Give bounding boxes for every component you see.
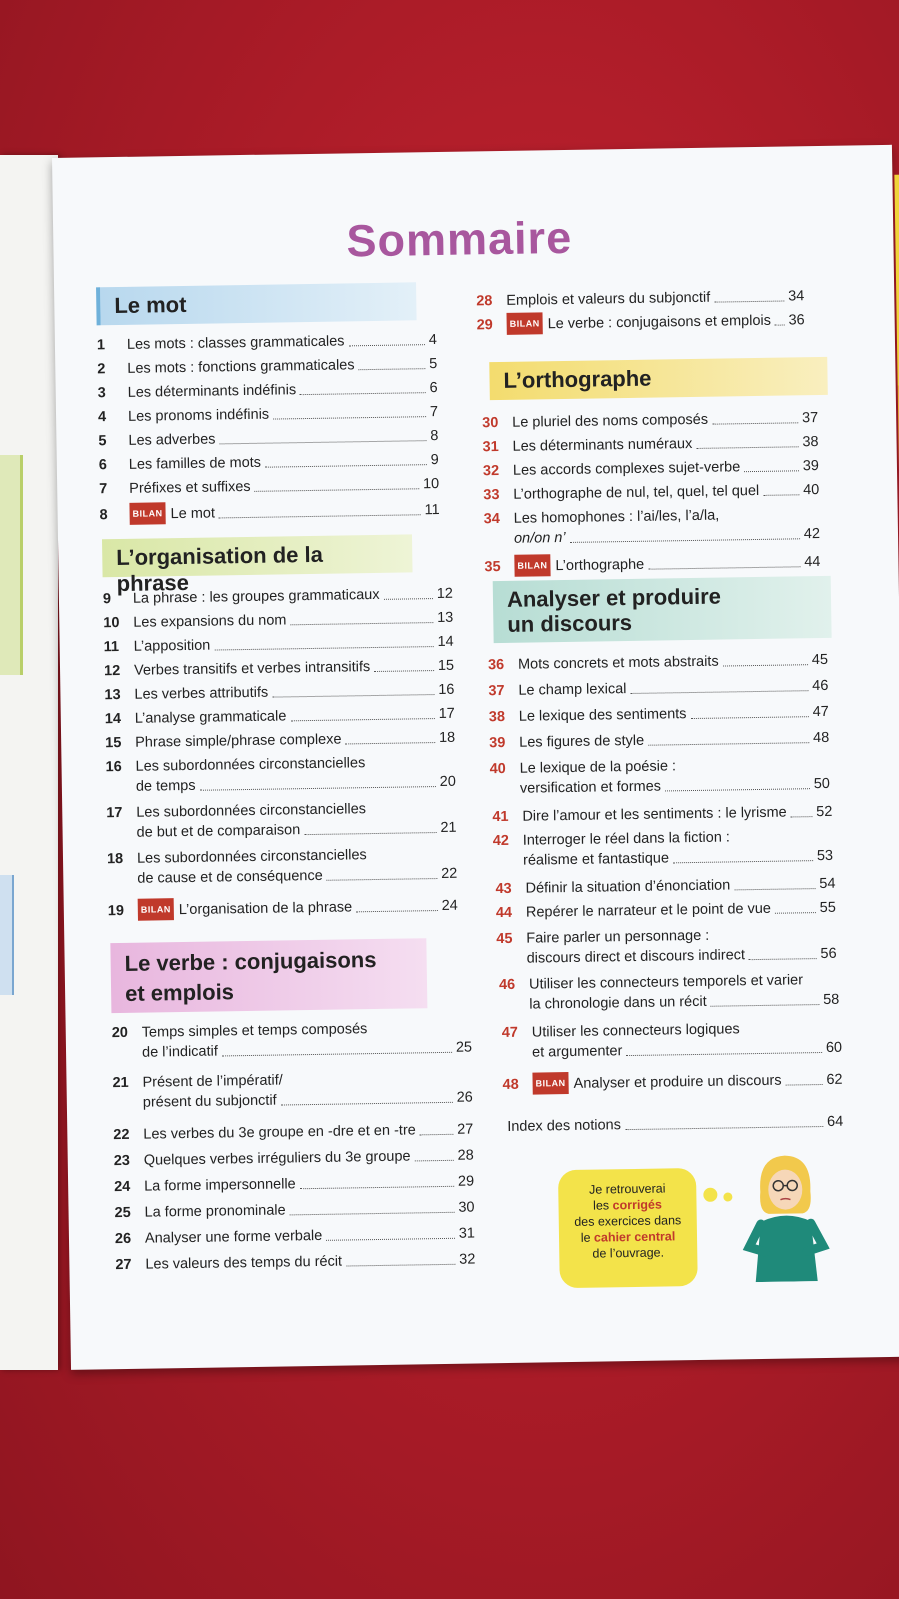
toc-entry-17[interactable]: 17 Les subordonnées circonstancielles de but et de comparaison 21 xyxy=(106,801,457,841)
toc-entry-31[interactable]: 31 Les déterminants numéraux 38 xyxy=(482,433,819,456)
toc-entry-7[interactable]: 7 Préfixes et suffixes 10 xyxy=(99,475,440,498)
toc-entry-45[interactable]: 45 Faire parler un personnage : discours direct et discours indirect 56 xyxy=(496,927,837,967)
toc-entry-35[interactable]: 35 BILAN L’orthographe 44 xyxy=(484,553,821,576)
page-color-edge xyxy=(894,175,899,1345)
section-le-verbe: Le verbe : conjugaisons et emplois xyxy=(110,938,427,1013)
toc-entry-30[interactable]: 30 Le pluriel des noms composés 37 xyxy=(482,409,819,432)
toc-entry-11[interactable]: 11 L’apposition 14 xyxy=(103,633,454,656)
sommaire-page xyxy=(52,145,899,1370)
toc-entry-34[interactable]: 34 Les homophones : l’ai/les, l’a/la, on/on n’ 42 xyxy=(483,507,821,547)
toc-entry-46[interactable]: 46 Utiliser les connecteurs temporels et varier la chronologie dans un récit 58 xyxy=(498,972,840,1013)
toc-entry-1[interactable]: 1 Les mots : classes grammaticales 4 xyxy=(96,331,438,354)
bilan-badge: BILAN xyxy=(532,1072,568,1095)
bilan-badge: BILAN xyxy=(129,502,165,525)
left-page-tab-blue xyxy=(0,875,14,995)
section-organisation-phrase: L’organisation de la phrase xyxy=(102,534,413,577)
toc-entry-41[interactable]: 41 Dire l’amour et les sentiments : le lyrisme 52 xyxy=(492,803,833,826)
toc-entry-40[interactable]: 40 Le lexique de la poésie : versification et formes 50 xyxy=(489,758,831,797)
toc-entry-22[interactable]: 22 Les verbes du 3e groupe en -dre et en -tre 27 xyxy=(113,1121,474,1144)
toc-entry-47[interactable]: 47 Utiliser les connecteurs logiques et argumenter 60 xyxy=(501,1021,843,1061)
bilan-badge: BILAN xyxy=(138,898,174,921)
toc-entry-26[interactable]: 26 Analyser une forme verbale 31 xyxy=(114,1225,476,1248)
section-analyser-discours: Analyser et produire un discours xyxy=(493,576,832,643)
section-orthographe: L’orthographe xyxy=(489,357,828,400)
speech-bubble: Je retrouverai les corrigés des exercices dans le cahier central de l’ouvrage. xyxy=(558,1168,698,1288)
character-illustration xyxy=(740,1151,832,1282)
toc-entry-15[interactable]: 15 Phrase simple/phrase complexe 18 xyxy=(105,729,456,752)
toc-entry-3[interactable]: 3 Les déterminants indéfinis 6 xyxy=(97,379,438,402)
page-title: Sommaire xyxy=(346,211,573,267)
toc-entry-23[interactable]: 23 Quelques verbes irréguliers du 3e groupe 28 xyxy=(113,1147,474,1170)
toc-entry-33[interactable]: 33 L’orthographe de nul, tel, quel, tel quel 40 xyxy=(483,481,820,504)
toc-entry-6[interactable]: 6 Les familles de mots 9 xyxy=(98,451,439,474)
toc-entry-8[interactable]: 8 BILAN Le mot 11 xyxy=(99,501,440,524)
toc-entry-20[interactable]: 20 Temps simples et temps composés de l’indicatif 25 xyxy=(111,1021,473,1061)
toc-entry-32[interactable]: 32 Les accords complexes sujet-verbe 39 xyxy=(482,457,820,480)
bilan-badge: BILAN xyxy=(506,312,542,335)
toc-entry-5[interactable]: 5 Les adverbes 8 xyxy=(98,427,439,450)
left-page-tab-green xyxy=(0,455,23,675)
toc-entry-14[interactable]: 14 L’analyse grammaticale 17 xyxy=(104,705,455,728)
toc-entry-44[interactable]: 44 Repérer le narrateur et le point de vue 55 xyxy=(495,899,836,922)
toc-entry-13[interactable]: 13 Les verbes attributifs 16 xyxy=(104,681,455,704)
toc-entry-36[interactable]: 36 Mots concrets et mots abstraits 45 xyxy=(487,651,829,674)
toc-entry-37[interactable]: 37 Le champ lexical 46 xyxy=(488,677,829,700)
left-page-edge xyxy=(0,155,58,1370)
toc-entry-27[interactable]: 27 Les valeurs des temps du récit 32 xyxy=(115,1251,476,1274)
toc-entry-42[interactable]: 42 Interroger le réel dans la fiction : réalisme et fantastique 53 xyxy=(492,829,834,869)
toc-entry-18[interactable]: 18 Les subordonnées circonstancielles de cause et de conséquence 22 xyxy=(106,847,458,887)
section-le-mot: Le mot xyxy=(96,282,417,325)
toc-entry-12[interactable]: 12 Verbes transitifs et verbes intransitifs 15 xyxy=(103,657,455,680)
toc-entry-25[interactable]: 25 La forme pronominale 30 xyxy=(114,1199,475,1222)
thought-dots xyxy=(703,1187,733,1206)
toc-entry-24[interactable]: 24 La forme impersonnelle 29 xyxy=(114,1173,475,1196)
toc-entry-2[interactable]: 2 Les mots : fonctions grammaticales 5 xyxy=(97,355,438,378)
toc-entry-28[interactable]: 28 Emplois et valeurs du subjonctif 34 xyxy=(476,288,805,310)
toc-entry-19[interactable]: 19 BILAN L’organisation de la phrase 24 xyxy=(107,897,458,920)
toc-entry-39[interactable]: 39 Les figures de style 48 xyxy=(489,729,830,752)
bilan-badge: BILAN xyxy=(514,554,550,577)
toc-entry-43[interactable]: 43 Définir la situation d’énonciation 54 xyxy=(495,875,836,898)
toc-entry-9[interactable]: 9 La phrase : les groupes grammaticaux 12 xyxy=(102,585,454,608)
toc-entry-4[interactable]: 4 Les pronoms indéfinis 7 xyxy=(97,403,439,426)
toc-entry-10[interactable]: 10 Les expansions du nom 13 xyxy=(103,609,454,632)
toc-entry-16[interactable]: 16 Les subordonnées circonstancielles de temps 20 xyxy=(105,755,456,795)
toc-entry-38[interactable]: 38 Le lexique des sentiments 47 xyxy=(488,703,829,726)
toc-index-notions[interactable]: Index des notions 64 xyxy=(507,1113,844,1135)
toc-entry-29[interactable]: 29 BILAN Le verbe : conjugaisons et emplois 36 xyxy=(476,312,805,334)
toc-entry-48[interactable]: 48 BILAN Analyser et produire un discours 62 xyxy=(502,1071,843,1094)
toc-entry-21[interactable]: 21 Présent de l’impératif/ présent du subjonctif 26 xyxy=(112,1072,473,1111)
